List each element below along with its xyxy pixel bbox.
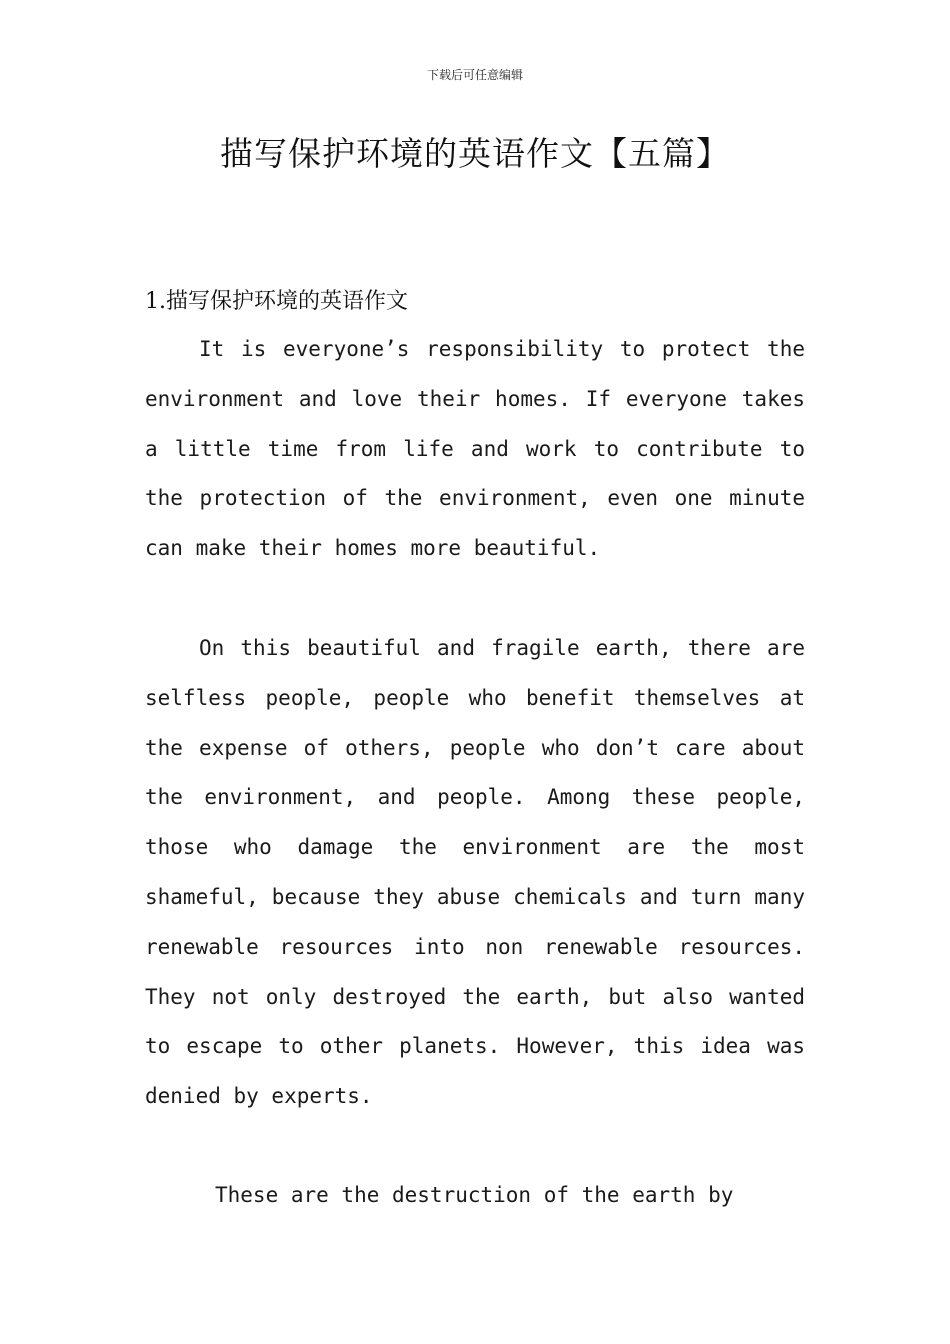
paragraph-3: These are the destruction of the earth by: [215, 1183, 734, 1207]
paragraph-2: On this beautiful and fragile earth, there are selfless people, people who benefit themselves at the expense of others, people who don’t care about the environment, and people. Among these people, those who damage the environment are the most shameful, because they abuse chemicals and turn many renewable resources into non renewable resources. They not only destroyed the earth, but also wanted to escape to other planets. However, this idea was denied by experts.: [145, 636, 805, 1109]
header-note: 下载后可任意编辑: [426, 68, 523, 82]
section-heading: 1.描写保护环境的英语作文: [145, 289, 408, 314]
paragraph-1: It is everyone’s responsibility to protect the environment and love their homes. If everyone takes a little time from life and work to contribute to the protection of the environment, even one minute can make their homes more beautiful.: [145, 337, 805, 561]
document-title: 描写保护环境的英语作文【五篇】: [220, 134, 730, 173]
